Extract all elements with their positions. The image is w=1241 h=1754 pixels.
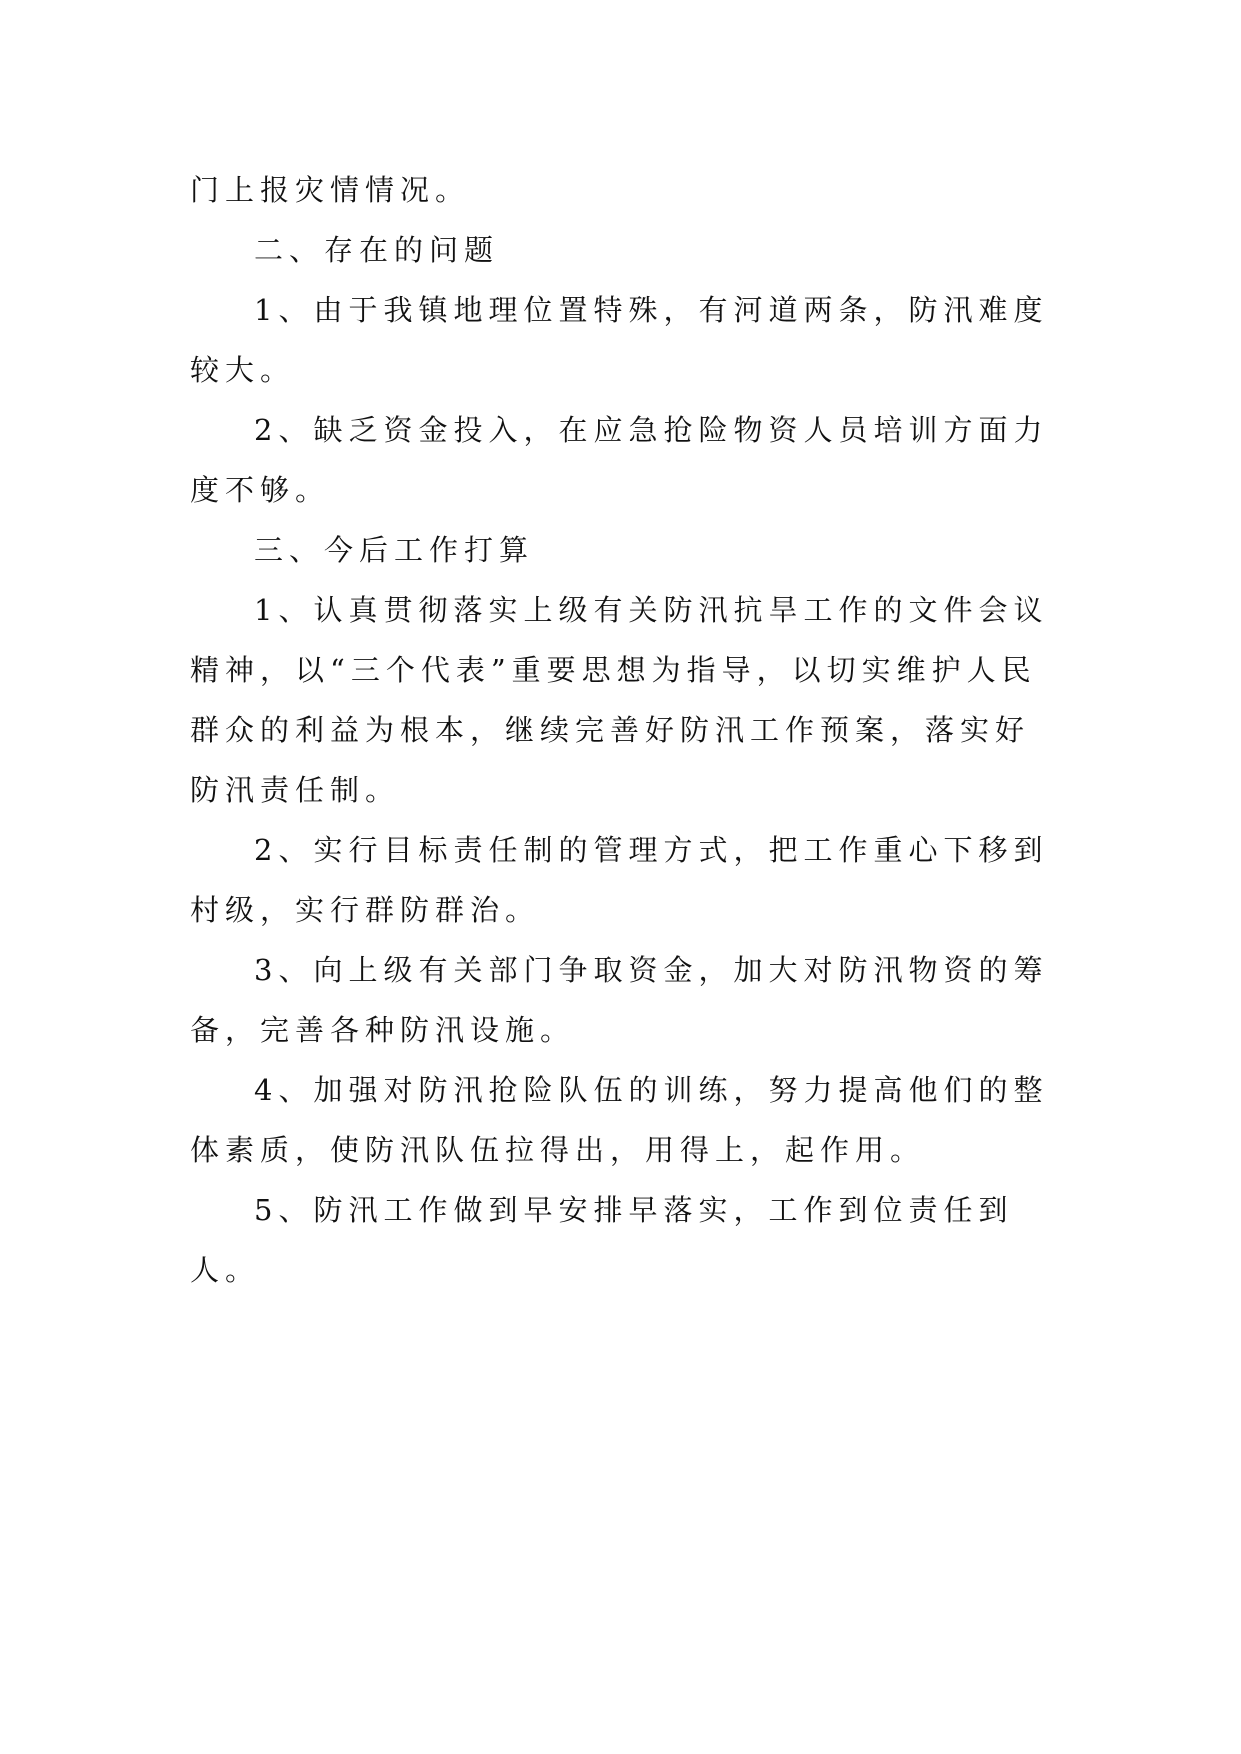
plan-item-3: 3、向上级有关部门争取资金，加大对防汛物资的筹备，完善各种防汛设施。	[190, 953, 1049, 1047]
plan-item-2: 2、实行目标责任制的管理方式，把工作重心下移到村级，实行群防群治。	[190, 833, 1049, 927]
problem-item-2: 2、缺乏资金投入，在应急抢险物资人员培训方面力度不够。	[190, 413, 1049, 507]
section-heading-problems: 二、存在的问题	[254, 233, 500, 267]
plan-item-4: 4、加强对防汛抢险队伍的训练，努力提高他们的整体素质，使防汛队伍拉得出，用得上，起作用。	[190, 1073, 1049, 1167]
plan-item-1: 1、认真贯彻落实上级有关防汛抗旱工作的文件会议精神，以“三个代表”重要思想为指导，以切实维护人民群众的利益为根本，继续完善好防汛工作预案，落实好防汛责任制。	[190, 593, 1049, 807]
problem-item-1: 1、由于我镇地理位置特殊，有河道两条，防汛难度较大。	[190, 293, 1049, 387]
paragraph-continuation: 门上报灾情情况。	[190, 173, 471, 207]
section-heading-plans: 三、今后工作打算	[254, 533, 535, 567]
plan-item-5: 5、防汛工作做到早安排早落实，工作到位责任到人。	[190, 1193, 1014, 1287]
document-body	[190, 160, 1060, 1300]
